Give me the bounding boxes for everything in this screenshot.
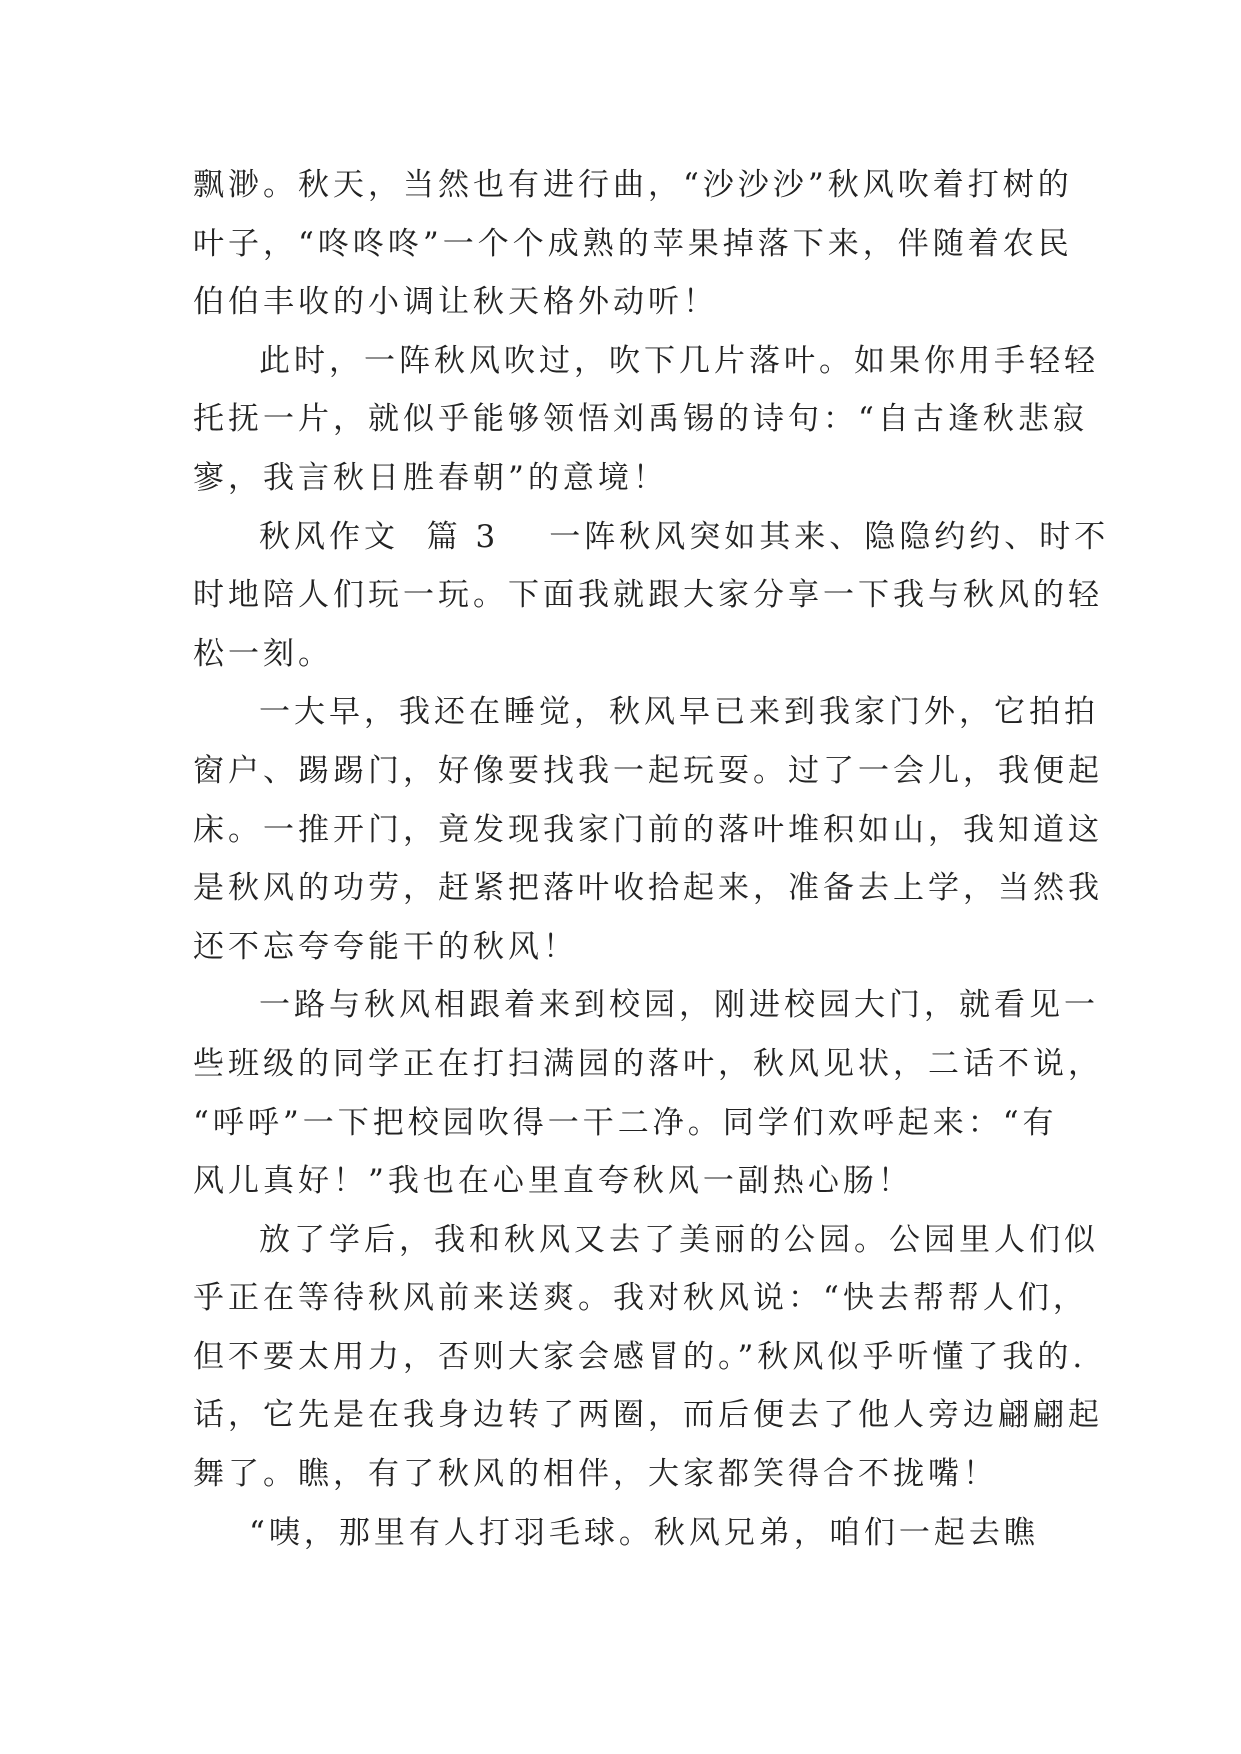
paragraph-4 (193, 683, 1103, 976)
text-line: “咦，那里有人打羽毛球。秋风兄弟，咱们一起去瞧 (249, 1514, 1039, 1551)
text-line: 飘渺。秋天，当然也有进行曲，“沙沙沙”秋风吹着打树的 (193, 167, 1073, 203)
text-line: 此时，一阵秋风吹过，吹下几片落叶。如果你用手轻轻 (259, 342, 1099, 379)
text-line: “呼呼”一下把校园吹得一干二净。同学们欢呼起来：“有 (193, 1104, 1058, 1141)
paragraph-6 (193, 1211, 1103, 1504)
text-line: 风儿真好！”我也在心里直夸秋风一副热心肠！ (193, 1163, 913, 1200)
text-line: 伯伯丰收的小调让秋天格外动听！ (193, 284, 718, 321)
section-heading: 秋风作文 篇 3 (259, 518, 500, 555)
paragraph-1 (193, 156, 1073, 332)
text-line (193, 508, 1110, 567)
text-line: 还不忘夸夸能干的秋风！ (193, 928, 578, 965)
paragraph-2 (193, 332, 1099, 508)
text-line: 些班级的同学正在打扫满园的落叶，秋风见状，二话不说， (193, 1045, 1103, 1082)
text-line: 乎正在等待秋风前来送爽。我对秋风说：“快去帮帮人们， (193, 1280, 1088, 1317)
text-line: 床。一推开门，竟发现我家门前的落叶堆积如山，我知道这 (193, 811, 1103, 848)
essay-body (193, 156, 1110, 1562)
text-line: 叶子，“咚咚咚”一个个成熟的苹果掉落下来，伴随着农民 (193, 225, 1073, 262)
text-line: 话，它先是在我身边转了两圈，而后便去了他人旁边翩翩起 (193, 1397, 1103, 1434)
text-line: 托抚一片，就似乎能够领悟刘禹锡的诗句：“自古逢秋悲寂 (193, 401, 1088, 438)
text-line: 放了学后，我和秋风又去了美丽的公园。公园里人们似 (259, 1221, 1099, 1258)
text-fragment: 一阵秋风突如其来、隐隐约约、时不 (549, 518, 1110, 555)
text-line: 但不要太用力，否则大家会感冒的。”秋风似乎听懂了我的. (193, 1338, 1087, 1375)
text-line: 松一刻。 (193, 635, 333, 672)
paragraph-5 (193, 976, 1103, 1210)
text-line: 寥，我言秋日胜春朝”的意境！ (193, 459, 668, 496)
text-line: 窗户、踢踢门，好像要找我一起玩耍。过了一会儿，我便起 (193, 752, 1103, 789)
paragraph-3 (193, 508, 1110, 684)
paragraph-7 (193, 1504, 1053, 1563)
text-line: 舞了。瞧，有了秋风的相伴，大家都笑得合不拢嘴！ (193, 1456, 998, 1493)
text-line: 是秋风的功劳，赶紧把落叶收拾起来，准备去上学，当然我 (193, 870, 1103, 907)
text-line: 一路与秋风相跟着来到校园，刚进校园大门，就看见一 (259, 987, 1099, 1024)
text-line: 一大早，我还在睡觉，秋风早已来到我家门外，它拍拍 (259, 694, 1099, 731)
text-line: 时地陪人们玩一玩。下面我就跟大家分享一下我与秋风的轻 (193, 577, 1103, 614)
